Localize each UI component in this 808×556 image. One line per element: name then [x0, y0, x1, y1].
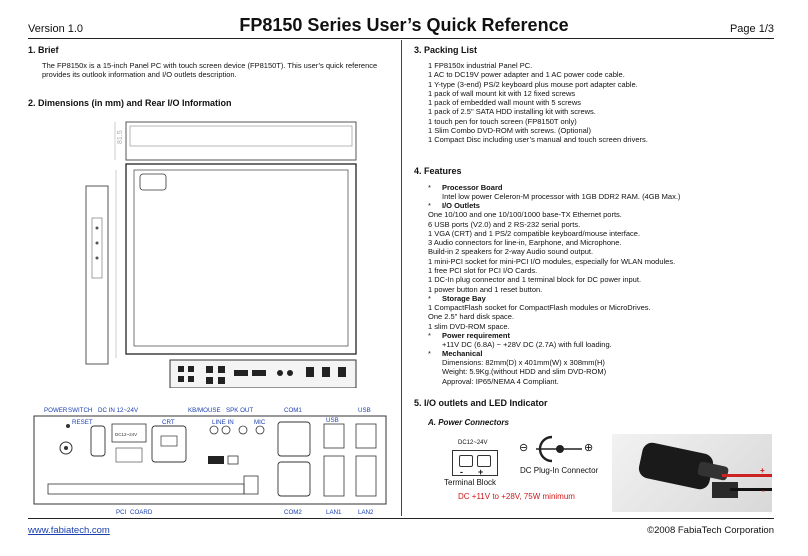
- label-dc-in: DC IN 12~24V: [98, 407, 139, 414]
- page-number: Page 1/3: [729, 23, 774, 35]
- label-lan2: LAN2: [358, 509, 374, 516]
- plug-plus-symbol: ⊕: [584, 442, 594, 454]
- feature-line: One 10/100 and one 10/100/1000 base-TX Ethernet ports.: [428, 210, 622, 220]
- plug-minus-symbol: ⊖: [519, 442, 529, 454]
- packing-item: 1 pack of 2.5" SATA HDD installing kit with screws.: [428, 107, 596, 117]
- feature-line: 6 USB ports (V2.0) and 2 RS-232 serial ports.: [428, 219, 581, 229]
- label-usb-b: USB: [358, 407, 371, 414]
- label-crt: CRT: [162, 419, 175, 426]
- rear-io-diagram: [28, 400, 400, 520]
- brief-heading: 1. Brief: [28, 45, 59, 55]
- packing-item: 1 FP8150x industrial Panel PC.: [428, 61, 533, 70]
- photo-mark-minus: -: [762, 486, 765, 495]
- feature-line: +11V DC (6.8A) ~ +28V DC (2.7A) with full loading.: [442, 339, 612, 349]
- label-usb-a: USB: [326, 417, 339, 424]
- feature-line: 3 Audio connectors for line-in, Earphone, and Microphone.: [428, 238, 622, 248]
- terminal-block-label: Terminal Block: [444, 478, 497, 487]
- io-heading: 5. I/O outlets and LED Indicator: [414, 398, 548, 408]
- footer-rule: [28, 518, 774, 519]
- bullet-mark: *: [428, 349, 431, 359]
- packing-heading: 3. Packing List: [414, 45, 478, 55]
- feature-line: 1 CompactFlash socket for CompactFlash modules or MicroDrives.: [428, 302, 651, 312]
- label-kb-mouse: KB/MOUSE: [188, 407, 221, 414]
- terminal-screw: [459, 455, 473, 467]
- feature-title: Storage Bay: [442, 293, 486, 303]
- packing-item: 1 pack of embedded wall mount with 5 screws: [428, 98, 581, 108]
- copyright: ©2008 FabiaTech Corporation: [647, 525, 774, 536]
- feature-line: Weight: 5.9Kg.(without HDD and slim DVD-ROM): [442, 367, 607, 377]
- label-switch: SWITCH: [68, 407, 93, 414]
- label-spk-out: SPK OUT: [226, 407, 254, 414]
- feature-line: Dimensions: 82mm(D) x 401mm(W) x 308mm(H): [442, 358, 605, 368]
- packing-item: 1 pack of wall mount kit with 12 fixed screws: [428, 88, 576, 98]
- dc-box-text: DC12~24V: [115, 432, 138, 437]
- dc-plug-icon: [536, 432, 582, 466]
- header-rule: [28, 38, 774, 39]
- packing-list: [428, 61, 788, 145]
- power-range-note: DC +11V to +28V, 75W minimum: [458, 492, 575, 501]
- packing-item: 1 AC to DC19V power adapter and 1 AC power code cable.: [428, 70, 625, 80]
- label-pci: PCI: [116, 509, 127, 516]
- feature-line: 1 free PCI slot for PCI I/O Cards.: [428, 266, 538, 276]
- bullet-mark: *: [428, 330, 431, 340]
- power-connectors-heading: A. Power Connectors: [428, 418, 509, 427]
- label-mic: MIC: [254, 419, 266, 426]
- packing-item: 1 Slim Combo DVD-ROM with screws. (Optional): [428, 126, 591, 136]
- label-power: POWER: [44, 407, 68, 414]
- label-reset: RESET: [72, 419, 93, 426]
- packing-item: 1 Y-type (3-end) PS/2 keyboard plus mouse port adapter cable.: [428, 79, 638, 89]
- label-com2: COM2: [284, 509, 302, 516]
- feature-title: I/O Outlets: [442, 201, 480, 211]
- feature-title: Mechanical: [442, 349, 483, 359]
- terminal-plus: +: [478, 467, 484, 477]
- feature-line: Intel low power Celeron-M processor with 1GB DDR2 RAM. (4GB Max.): [442, 192, 681, 201]
- feature-line: 1 DC-In plug connector and 1 terminal block for DC power input.: [428, 275, 642, 285]
- dimension-drawing: [70, 108, 400, 388]
- photo-mark-plus: +: [760, 466, 765, 475]
- feature-line: Build-in 2 speakers for 2-way Audio sound output.: [428, 247, 594, 257]
- column-divider: [401, 40, 402, 516]
- dimensions-heading: 2. Dimensions (in mm) and Rear I/O Information: [28, 98, 232, 108]
- website-link[interactable]: www.fabiatech.com: [28, 525, 110, 536]
- label-com1: COM1: [284, 407, 302, 414]
- bullet-mark: *: [428, 293, 431, 303]
- version-label: Version 1.0: [28, 23, 84, 35]
- page-title: FP8150 Series User’s Quick Reference: [239, 15, 569, 35]
- features-list: [428, 183, 788, 386]
- label-line-in: LINE IN: [212, 419, 234, 426]
- feature-title: Processor Board: [442, 183, 503, 192]
- feature-title: Power requirement: [442, 330, 510, 340]
- feature-line: 1 slim DVD-ROM space.: [428, 321, 510, 331]
- feature-line: Approval: IP65/NEMA 4 Compliant.: [442, 376, 559, 386]
- depth-label: 81.5: [117, 130, 124, 144]
- terminal-block: [452, 450, 498, 476]
- wire-black: [730, 488, 772, 491]
- terminal-minus: -: [460, 467, 463, 477]
- packing-item: 1 Compact Disc including user’s manual and touch screen drivers.: [428, 135, 648, 145]
- feature-line: One 2.5" hard disk space.: [428, 312, 515, 322]
- bullet-mark: *: [428, 201, 431, 211]
- label-lan1: LAN1: [326, 509, 342, 516]
- connector-photo: [612, 434, 772, 512]
- feature-line: 1 VGA (CRT) and 1 PS/2 compatible keyboard/mouse interface.: [428, 228, 641, 238]
- brief-text: The FP8150x is a 15-inch Panel PC with touch screen device (FP8150T). This user’s quick reference provides its outlook information and I/O outlets description.: [42, 61, 378, 79]
- terminal-top-label: DC12~24V: [458, 440, 488, 446]
- feature-line: 1 mini-PCI socket for mini-PCI I/O modules, especially for WLAN modules.: [428, 256, 676, 266]
- feature-line: 1 power button and 1 reset button.: [428, 284, 543, 294]
- terminal-screw: [477, 455, 491, 467]
- packing-item: 1 touch pen for touch screen (FP8150T only): [428, 116, 577, 126]
- bullet-mark: *: [428, 183, 431, 192]
- features-heading: 4. Features: [414, 166, 462, 176]
- label-coard: COARD: [130, 509, 153, 516]
- dc-plug-label: DC Plug-In Connector: [520, 466, 599, 475]
